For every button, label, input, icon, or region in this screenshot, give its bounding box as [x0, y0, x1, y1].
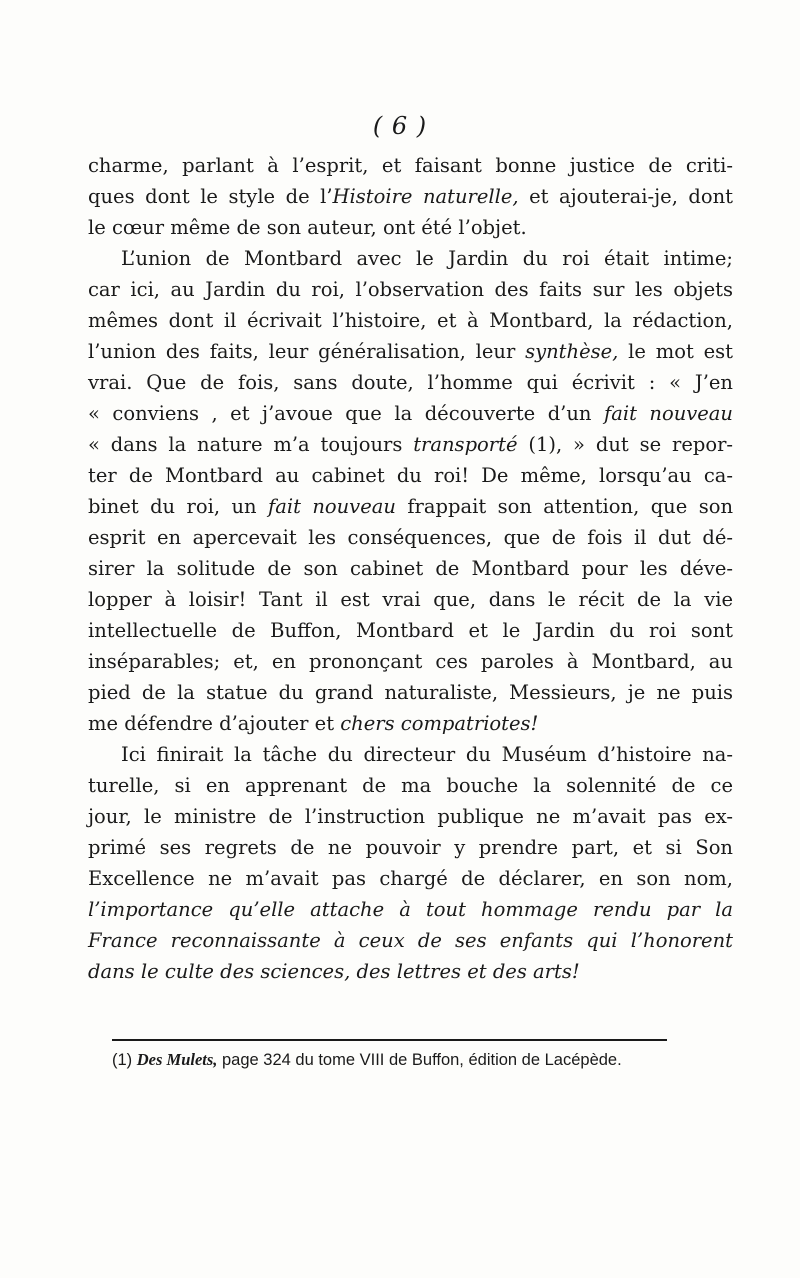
text-line: esprit en apercevait les conséquences, que de fois il dut dé-	[88, 526, 733, 549]
italic-text: l’importance qu’elle attache à tout hommage rendu par la	[88, 898, 733, 921]
text-line	[88, 181, 733, 212]
body-text	[88, 150, 733, 987]
italic-text: synthèse,	[525, 340, 619, 363]
italic-text: fait nouveau	[267, 495, 396, 518]
footnote-rule	[112, 1039, 667, 1041]
text-line	[88, 429, 733, 460]
text-line	[88, 956, 733, 987]
page-number: ( 6 )	[372, 112, 428, 140]
text-line: primé ses regrets de ne pouvoir y prendre part, et si Son	[88, 836, 733, 859]
text-line: lopper à loisir! Tant il est vrai que, dans le récit de la vie	[88, 588, 733, 611]
text-line: ter de Montbard au cabinet du roi! De même, lorsqu’au ca-	[88, 464, 733, 487]
text-line: L’union de Montbard avec le Jardin du roi était intime;	[121, 247, 733, 270]
text-line: vrai. Que de fois, sans doute, l’homme qui écrivit : « J’en	[88, 371, 733, 394]
text-line	[88, 491, 733, 522]
footnote-title: Des Mulets,	[136, 1050, 218, 1069]
text-line: pied de la statue du grand naturaliste, Messieurs, je ne puis	[88, 681, 733, 704]
text-segment: ques dont le style de l’	[88, 185, 333, 208]
text-line: le cœur même de son auteur, ont été l’objet.	[88, 216, 527, 239]
italic-text: France reconnaissante à ceux de ses enfants qui l’honorent	[88, 929, 733, 952]
text-line: mêmes dont il écrivait l’histoire, et à Montbard, la rédaction,	[88, 309, 733, 332]
text-segment: (1), » dut se repor-	[517, 433, 733, 456]
text-line: inséparables; et, en prononçant ces paroles à Montbard, au	[88, 650, 733, 673]
text-line: Ici finirait la tâche du directeur du Muséum d’histoire na-	[121, 743, 733, 766]
text-segment: me défendre d’ajouter et	[88, 712, 341, 735]
text-line	[88, 925, 733, 956]
italic-text: dans le culte des sciences, des lettres et des arts!	[88, 960, 580, 983]
text-line: charme, parlant à l’esprit, et faisant bonne justice de criti-	[88, 154, 733, 177]
text-segment: « conviens , et j’avoue que la découverte d’un	[88, 402, 604, 425]
text-line: car ici, au Jardin du roi, l’observation des faits sur les objets	[88, 278, 733, 301]
italic-text: chers compatriotes!	[340, 712, 539, 735]
text-segment: binet du roi, un	[88, 495, 268, 518]
text-line: sirer la solitude de son cabinet de Montbard pour les déve-	[88, 557, 733, 580]
footnote-marker: (1)	[112, 1051, 137, 1069]
text-line: jour, le ministre de l’instruction publique ne m’avait pas ex-	[88, 805, 733, 828]
text-line	[88, 398, 733, 429]
text-line	[88, 708, 733, 739]
footnote-text: page 324 du tome VIII de Buffon, édition de Lacépède.	[217, 1051, 622, 1069]
text-line	[88, 894, 733, 925]
text-segment: l’union des faits, leur généralisation, leur	[88, 340, 526, 363]
italic-text: fait nouveau	[603, 402, 733, 425]
text-segment: le mot est	[618, 340, 733, 363]
footnote	[112, 1050, 712, 1070]
text-segment: et ajouterai-je, dont	[518, 185, 733, 208]
text-segment: frappait son attention, que son	[395, 495, 733, 518]
italic-text: transporté	[413, 433, 518, 456]
italic-text: Histoire naturelle,	[332, 185, 519, 208]
text-segment: « dans la nature m’a toujours	[88, 433, 414, 456]
text-line: Excellence ne m’avait pas chargé de déclarer, en son nom,	[88, 867, 733, 890]
text-line: intellectuelle de Buffon, Montbard et le Jardin du roi sont	[88, 619, 733, 642]
text-line	[88, 336, 733, 367]
text-line: turelle, si en apprenant de ma bouche la solennité de ce	[88, 774, 733, 797]
